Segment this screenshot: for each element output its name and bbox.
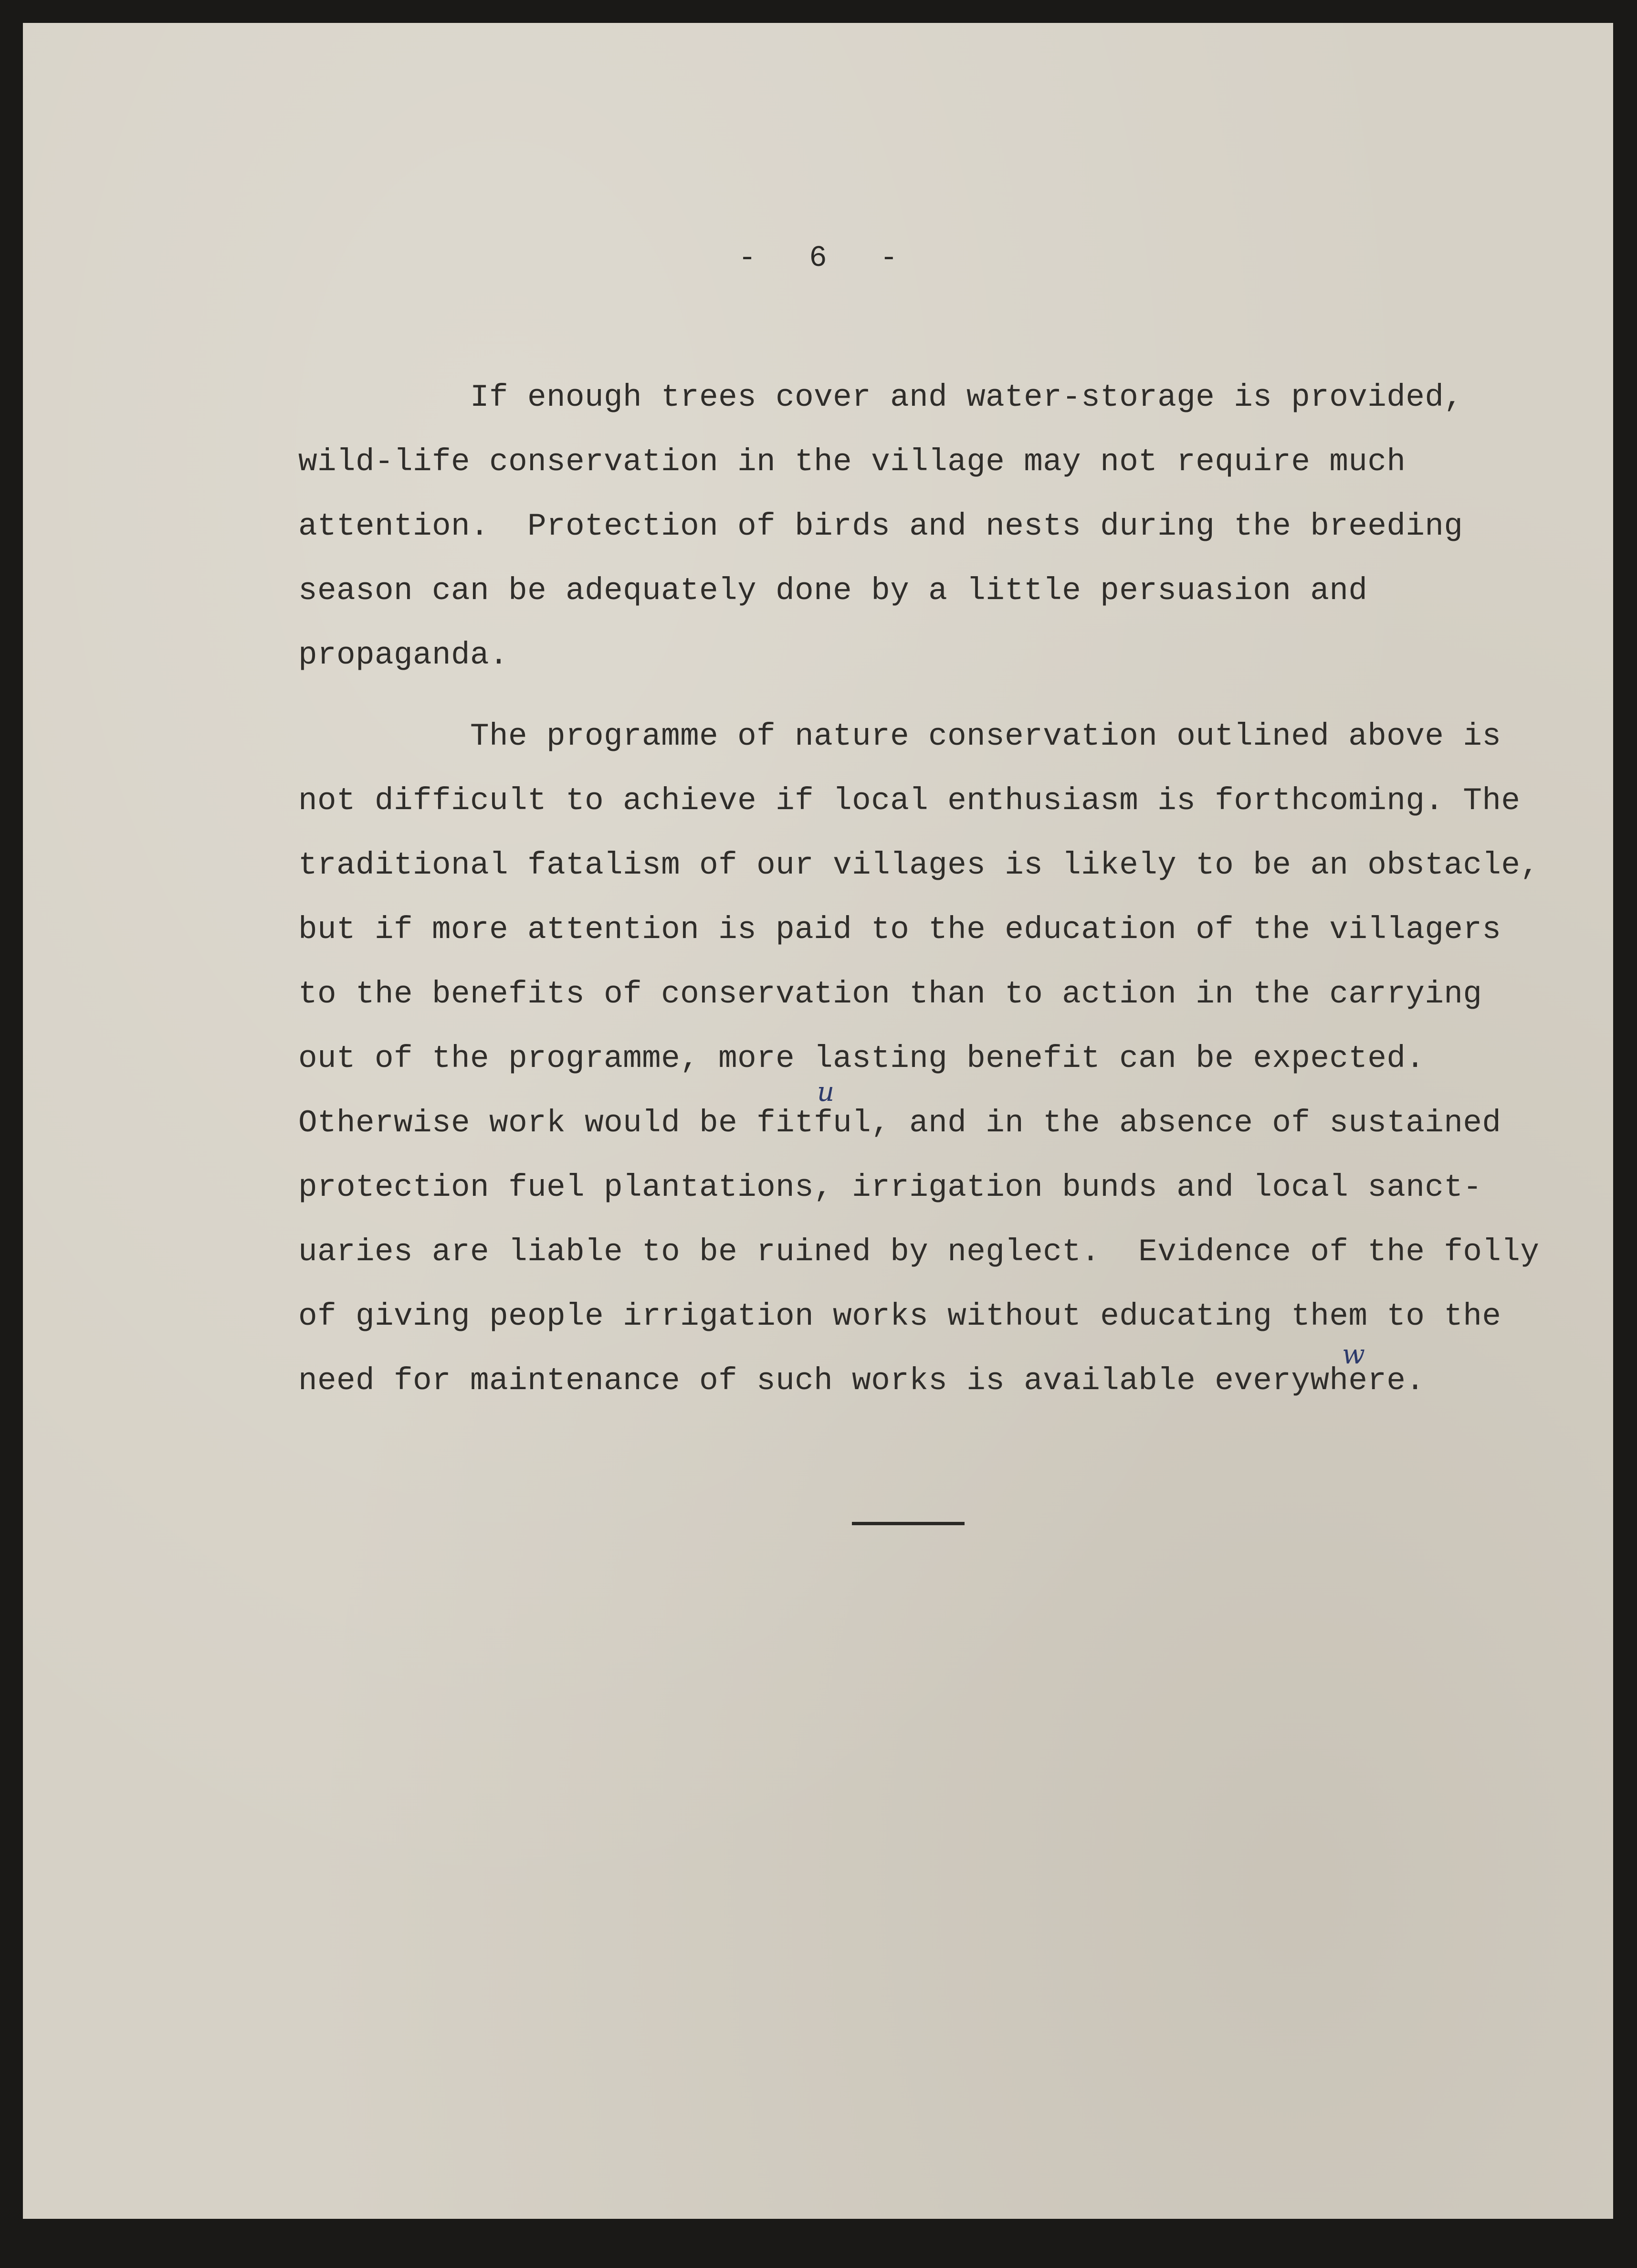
- paragraph-line: attention. Protection of birds and nests during the breeding: [298, 508, 1463, 544]
- handwritten-correction-w: w: [1342, 1339, 1365, 1370]
- paragraph-line: Otherwise work would be fitful, and in the absence of sustained: [298, 1105, 1501, 1141]
- page-number: - 6 -: [738, 241, 899, 275]
- paragraph-line: protection fuel plantations, irrigation bunds and local sanct-: [298, 1170, 1482, 1205]
- paragraph-line: but if more attention is paid to the education of the villagers: [298, 912, 1501, 948]
- paragraph-line: of giving people irrigation works without educating them to the: [298, 1298, 1501, 1334]
- paragraph-line: uaries are liable to be ruined by neglect. Evidence of the folly: [298, 1234, 1540, 1270]
- paragraph-line: to the benefits of conservation than to action in the carrying: [298, 976, 1482, 1012]
- paragraph-line: not difficult to achieve if local enthusiasm is forthcoming. The: [298, 783, 1521, 819]
- paragraph-line: need for maintenance of such works is available everywhere.: [298, 1363, 1425, 1399]
- handwritten-correction-u: u: [817, 1076, 835, 1108]
- paragraph-line: propaganda.: [298, 637, 509, 673]
- paragraph-line: season can be adequately done by a little persuasion and: [298, 573, 1368, 609]
- paragraph-line: If enough trees cover and water-storage is provided,: [470, 380, 1463, 415]
- paragraph-line: traditional fatalism of our villages is likely to be an obstacle,: [298, 847, 1540, 883]
- paragraph-line: The programme of nature conservation outlined above is: [470, 718, 1501, 754]
- end-rule: [852, 1522, 965, 1525]
- paragraph-line: wild-life conservation in the village may not require much: [298, 444, 1406, 480]
- paragraph-line: out of the programme, more lasting benefit can be expected.: [298, 1041, 1425, 1076]
